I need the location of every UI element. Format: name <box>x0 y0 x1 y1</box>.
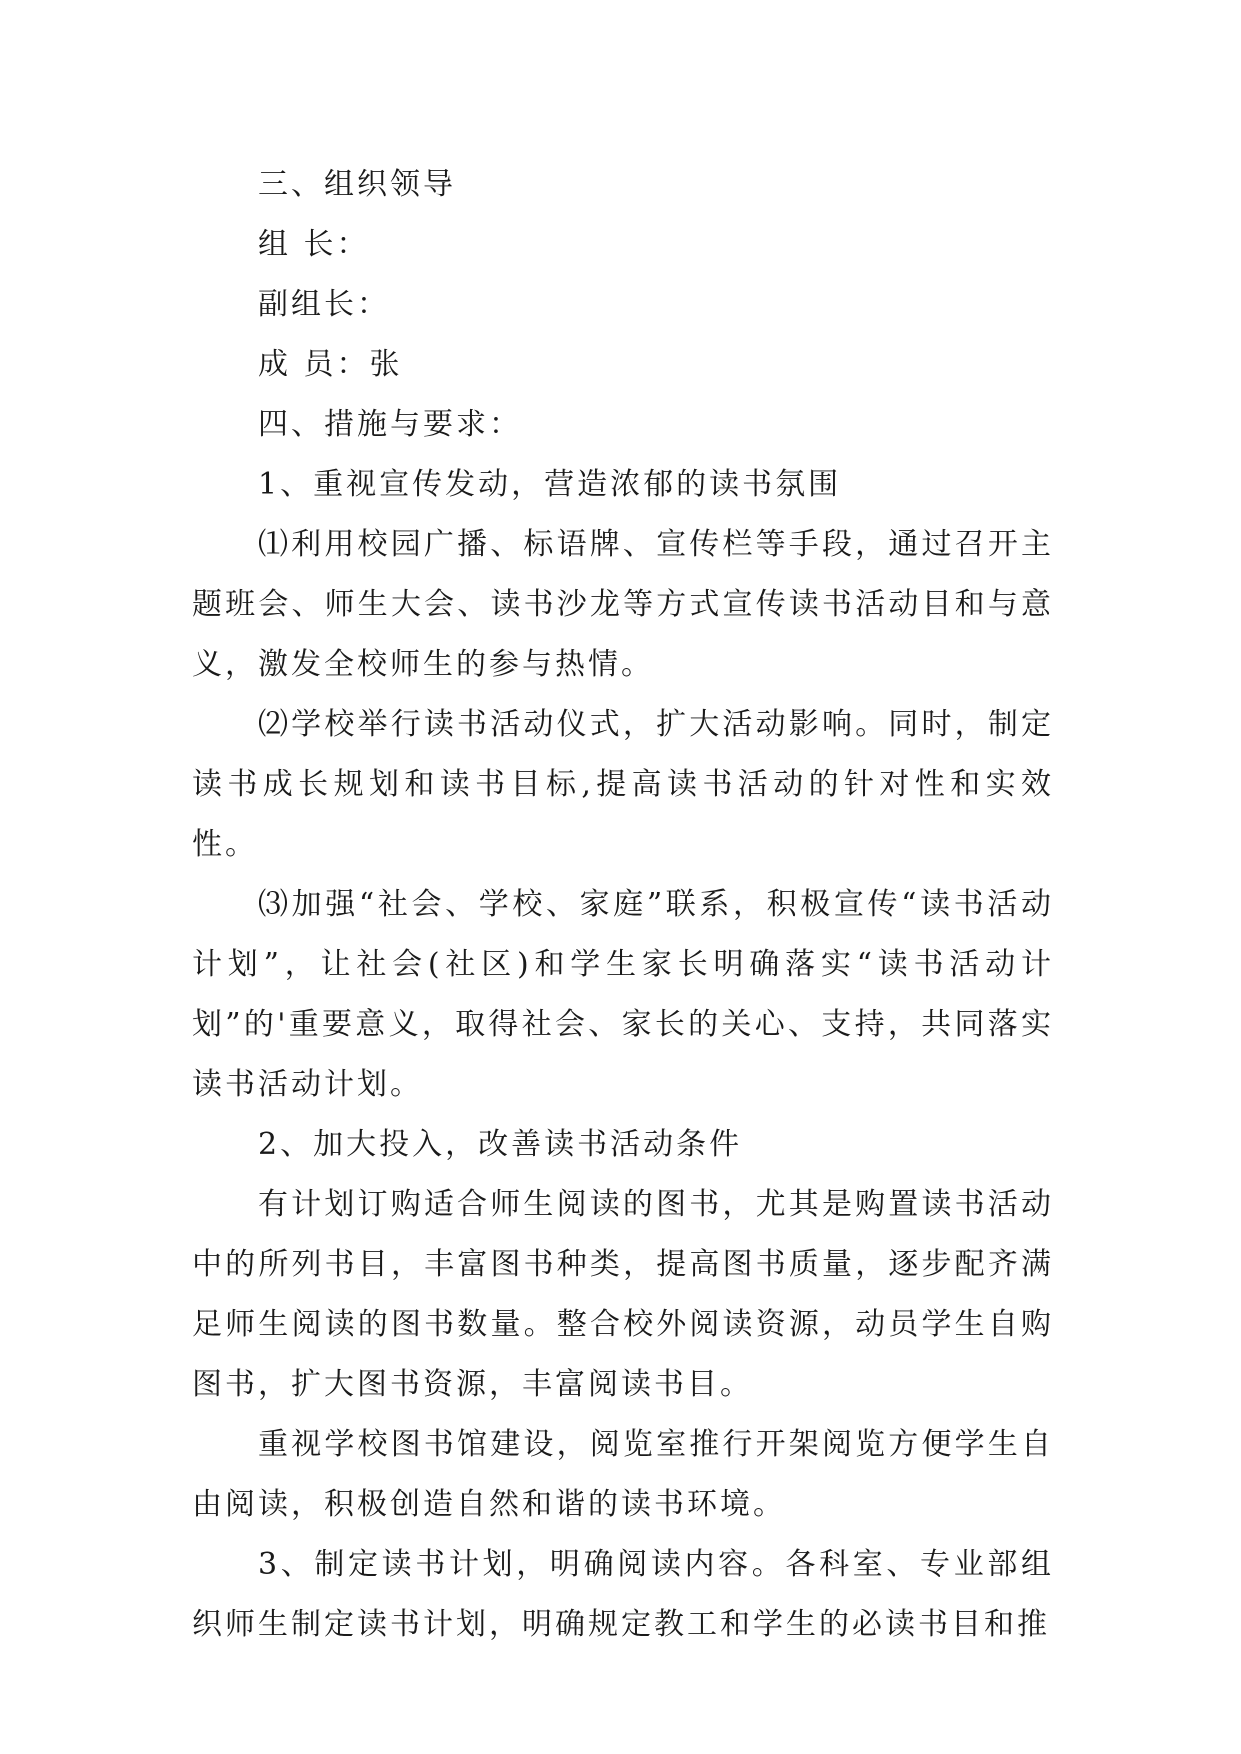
team-leader-line: 组 长： <box>258 227 370 262</box>
paragraph-publicity-2: ⑵学校举行读书活动仪式，扩大活动影响。同时，制定读书成长规划和读书目标,提高读书活动的针对性和实效性。 <box>192 707 1054 862</box>
section-heading-measures: 四、措施与要求： <box>258 407 522 442</box>
paragraph-investment-2: 重视学校图书馆建设，阅览室推行开架阅览方便学生自由阅读，积极创造自然和谐的读书环境。 <box>192 1427 1054 1522</box>
paragraph-publicity-1: ⑴利用校园广播、标语牌、宣传栏等手段，通过召开主题班会、师生大会、读书沙龙等方式宣传读书活动目和与意义，激发全校师生的参与热情。 <box>192 527 1054 682</box>
paragraph-publicity-3: ⑶加强“社会、学校、家庭”联系，积极宣传“读书活动计划”，让社会(社区)和学生家长明确落实“读书活动计划”的'重要意义，取得社会、家长的关心、支持，共同落实读书活动计划。 <box>192 887 1054 1102</box>
subheading-investment: 2、加大投入，改善读书活动条件 <box>258 1127 743 1162</box>
paragraph-investment-1: 有计划订购适合师生阅读的图书，尤其是购置读书活动中的所列书目，丰富图书种类，提高图书质量，逐步配齐满足师生阅读的图书数量。整合校外阅读资源，动员学生自购图书，扩大图书资源，丰富阅读书目。 <box>192 1187 1054 1402</box>
paragraph-reading-plan: 3、制定读书计划，明确阅读内容。各科室、专业部组织师生制定读书计划，明确规定教工和学生的必读书目和推 <box>192 1547 1054 1642</box>
subheading-publicity: 1、重视宣传发动，营造浓郁的读书氛围 <box>258 467 842 502</box>
section-heading-organization: 三、组织领导 <box>258 167 456 202</box>
members-line: 成 员：张 <box>258 347 403 382</box>
deputy-leader-line: 副组长： <box>258 287 390 322</box>
document-body <box>192 155 1054 1655</box>
